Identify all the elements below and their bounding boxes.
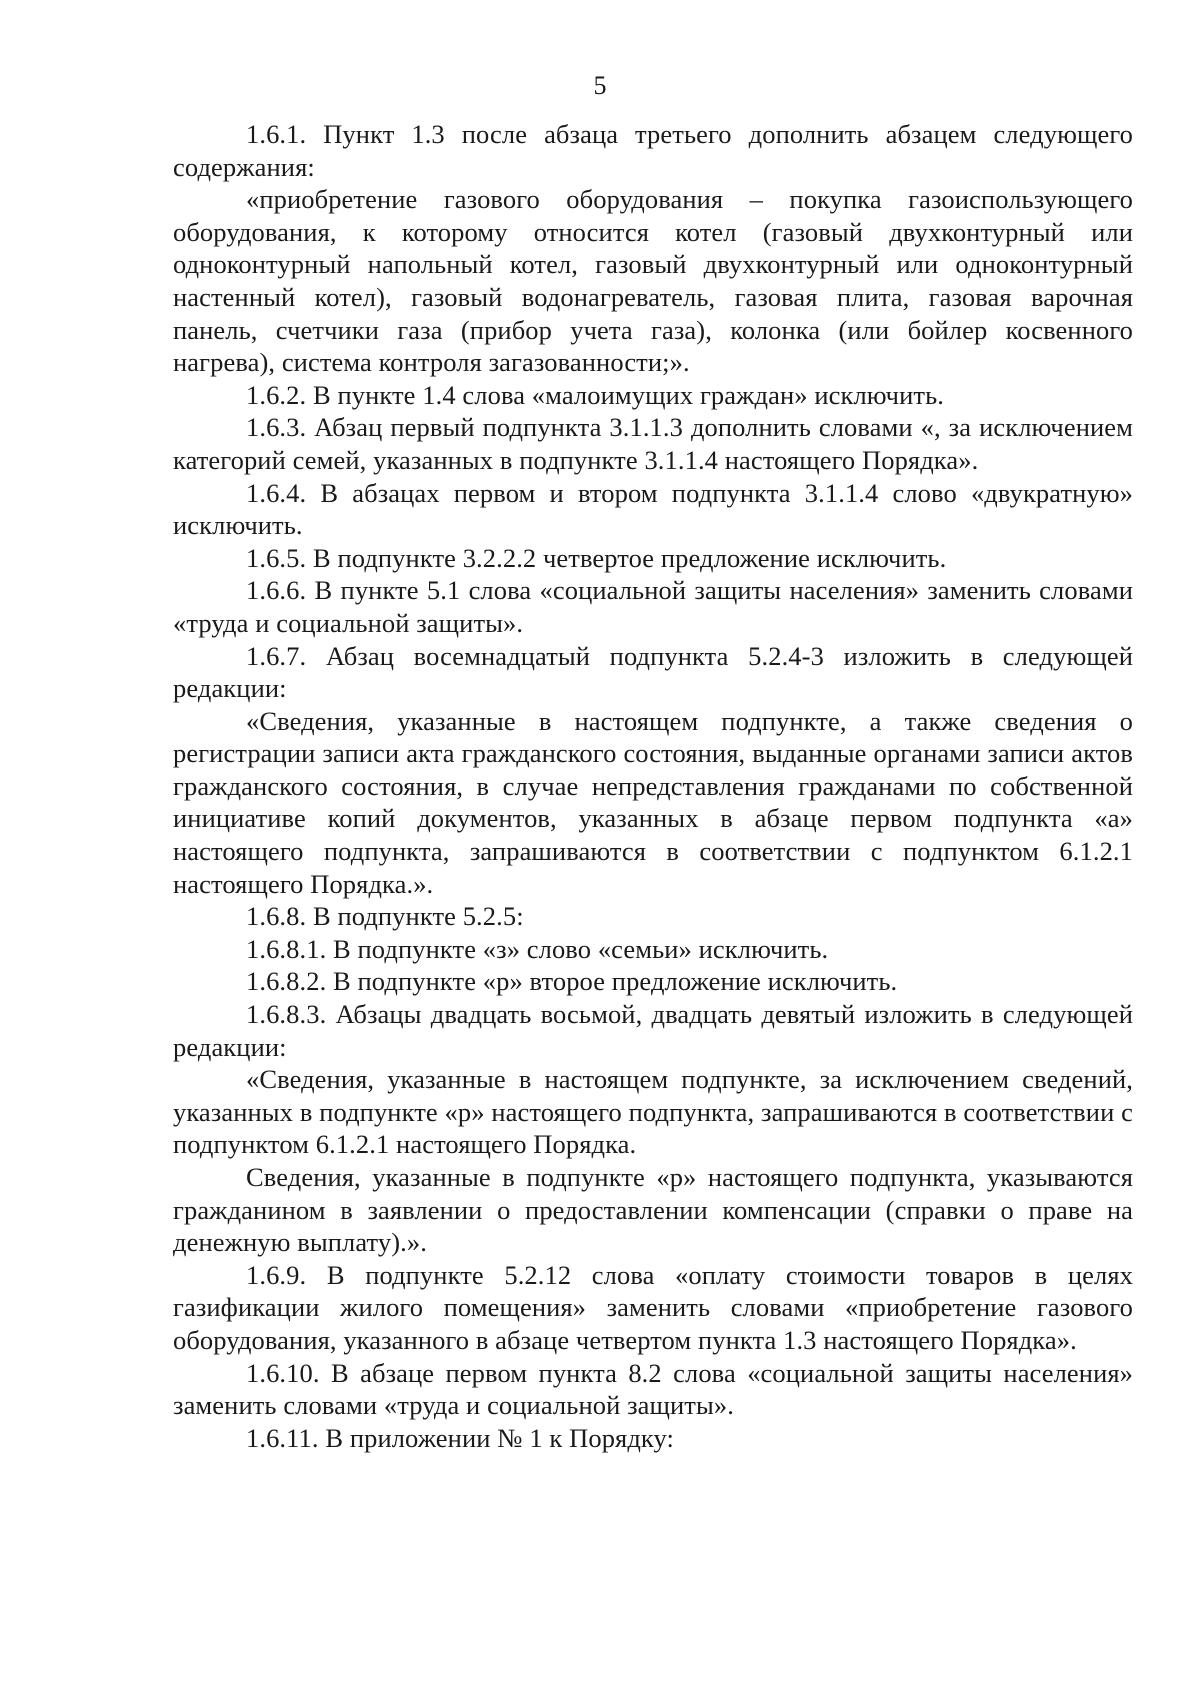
paragraph-1-6-10: 1.6.10. В абзаце первом пункта 8.2 слова «социальной защиты населения» заменить словами «труда и социальной защиты».: [173, 1357, 1133, 1421]
paragraph-1-6-6: 1.6.6. В пункте 5.1 слова «социальной защиты населения» заменить словами «труда и социальной защиты».: [173, 575, 1133, 638]
paragraph-1-6-7: 1.6.7. Абзац восемнадцатый подпункта 5.2.4-3 изложить в следующей редакции:: [173, 640, 1133, 704]
paragraph-1-6-1: 1.6.1. Пункт 1.3 после абзаца третьего дополнить абзацем следующего содержания:: [173, 119, 1133, 182]
paragraph-1-6-3: 1.6.3. Абзац первый подпункта 3.1.1.3 дополнить словами «, за исключением категорий семей, указанных в подпункте 3.1.1.4 настоящего Порядка».: [173, 412, 1133, 475]
paragraph-1-6-5: 1.6.5. В подпункте 3.2.2.2 четвертое предложение исключить.: [246, 542, 947, 573]
paragraph-1-6-8-1: 1.6.8.1. В подпункте «з» слово «семьи» исключить.: [246, 933, 829, 964]
quoted-text-information-in-application: Сведения, указанные в подпункте «р» настоящего подпункта, указываются гражданином в заявлении о предоставлении компенсации (справки о праве на денежную выплату).».: [173, 1162, 1133, 1258]
paragraph-1-6-4: 1.6.4. В абзацах первом и втором подпункта 3.1.1.4 слово «двукратную» исключить.: [173, 477, 1133, 541]
document-body: [173, 118, 1133, 1454]
paragraph-1-6-8: 1.6.8. В подпункте 5.2.5:: [246, 901, 524, 932]
quoted-text-civil-status-records: «Сведения, указанные в настоящем подпункте, а также сведения о регистрации записи акта гражданского состояния, выданные органами записи актов гражданского состояния, в случае непредставления гражданами по собственной инициативе копий документов, указанных в абзаце первом подпункта «а» настоящего подпункта, запрашиваются в соответствии с подпунктом 6.1.2.1 настоящего Порядка.».: [173, 705, 1133, 899]
paragraph-1-6-8-3: 1.6.8.3. Абзацы двадцать восьмой, двадцать девятый изложить в следующей редакции:: [173, 999, 1133, 1062]
paragraph-1-6-9: 1.6.9. В подпункте 5.2.12 слова «оплату стоимости товаров в целях газификации жилого помещения» заменить словами «приобретение газового оборудования, указанного в абзаце четвертом пункта 1.3 настоящего Порядка».: [173, 1259, 1133, 1355]
page-number: 5: [593, 71, 607, 100]
quoted-definition-gas-equipment: «приобретение газового оборудования – покупка газоиспользующего оборудования, к которому относится котел (газовый двухконтурный или одноконтурный напольный котел, газовый двухконтурный или одноконтурный настенный котел), газовый водонагреватель, газовая плита, газовая варочная панель, счетчики газа (прибор учета газа), колонка (или бойлер косвенного нагрева), система контроля загазованности;».: [173, 184, 1133, 378]
paragraph-1-6-2: 1.6.2. В пункте 1.4 слова «малоимущих граждан» исключить.: [246, 379, 944, 410]
paragraph-1-6-11: 1.6.11. В приложении № 1 к Порядку:: [246, 1422, 674, 1453]
quoted-text-information-requested: «Сведения, указанные в настоящем подпункте, за исключением сведений, указанных в подпункте «р» настоящего подпункта, запрашиваются в соответствии с подпунктом 6.1.2.1 настоящего Порядка.: [173, 1064, 1133, 1160]
paragraph-1-6-8-2: 1.6.8.2. В подпункте «р» второе предложение исключить.: [246, 966, 898, 997]
